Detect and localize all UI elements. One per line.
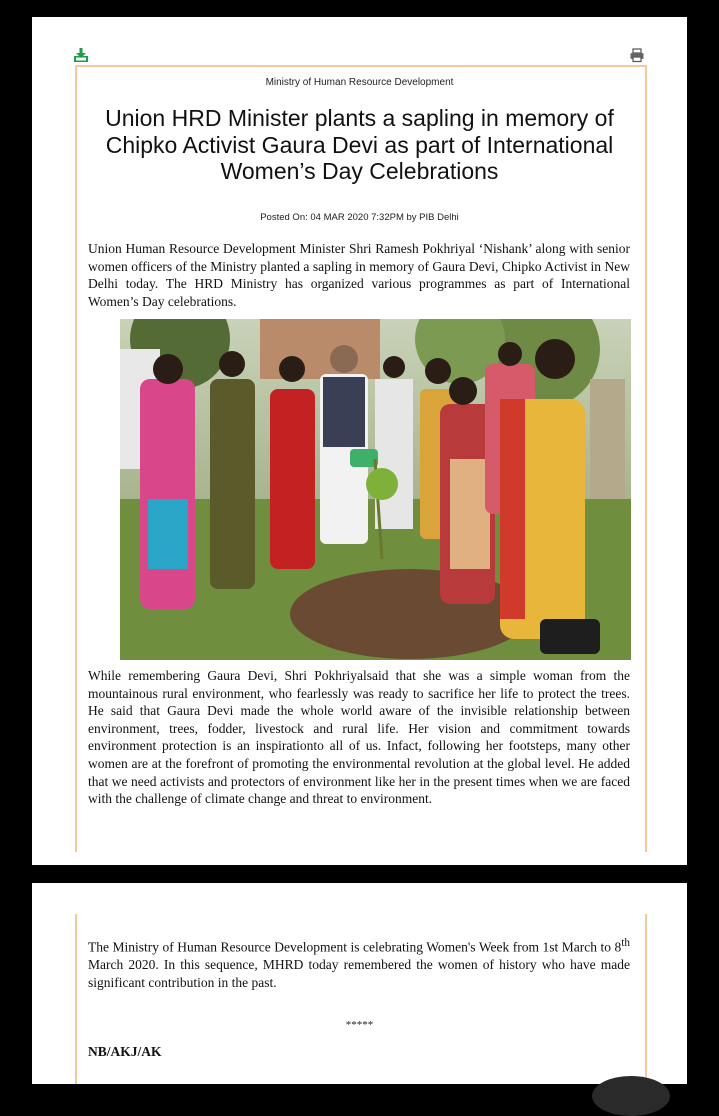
reference-code: NB/AKJ/AK [88,1044,162,1059]
event-photo [120,319,631,660]
download-icon[interactable] [73,47,89,63]
ministry-name: Ministry of Human Resource Development [265,77,454,88]
document-page-1 [32,17,687,865]
ordinal-suffix: th [621,937,630,949]
separator: ***** [345,1019,374,1031]
paragraph-womens-week-text-end: March 2020. In this sequence, MHRD today remembered the women of history who have made significant contribution in the past. [88,957,630,990]
floating-button[interactable] [592,1076,670,1116]
paragraph-intro: Union Human Resource Development Minister Shri Ramesh Pokhriyal ‘Nishank’ along with senior women officers of the Ministry planted a sapling in memory of Gaura Devi, Chipko Activist in New Delhi today. The HRD Ministry has organized various programmes as part of International Women’s Day celebrations. [88,241,630,309]
document-page-2 [32,883,687,1084]
paragraph-remembrance: While remembering Gaura Devi, Shri Pokhriyalsaid that she was a simple woman from the mountainous rural environment, who fearlessly was ready to sacrifice her life to protect the trees. He said that Gaura Devi made the whole world aware of the invisible relationship between environment, trees, fodder, livestock and rural life. Her vision and commitment towards environment protection is an inspirationto all of us. Infact, following her footsteps, many other women are at the forefront of promoting the environmental revolution at the global level. He added that we need activists and protectors of environment like her in the present times when we are faced with the challenge of climate change and threat to environment. [88,668,630,807]
headline: Union HRD Minister plants a sapling in memory of Chipko Activist Gaura Devi as part of International Women’s Day Celebrations [105,105,614,184]
posted-on: Posted On: 04 MAR 2020 7:32PM by PIB Delhi [260,212,459,223]
paragraph-womens-week-text: The Ministry of Human Resource Development is celebrating Women's Week from 1st March to 8 [88,939,622,955]
paragraph-womens-week [88,935,630,991]
print-icon[interactable] [629,47,645,63]
